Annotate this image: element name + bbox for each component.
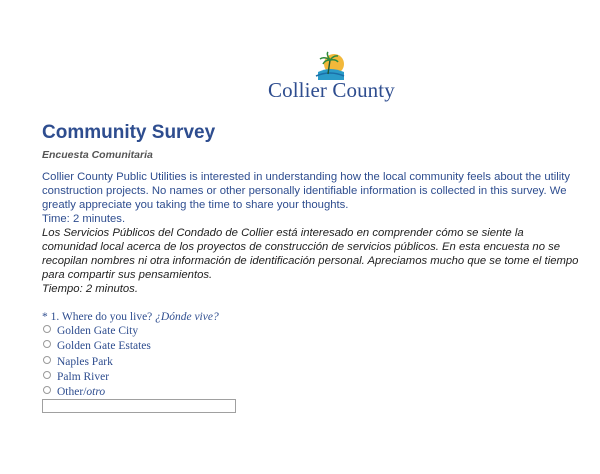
question-1-text: * 1. Where do you live? (42, 311, 153, 323)
logo-text: Collier County (268, 78, 395, 102)
option-label: Palm River (57, 370, 110, 383)
option-golden-gate-city[interactable] (42, 324, 242, 339)
page-subtitle: Encuesta Comunitaria (42, 149, 153, 161)
radio-button[interactable] (43, 325, 51, 333)
option-other-es: otro (86, 386, 106, 399)
option-naples-park[interactable] (42, 355, 242, 370)
question-1-spanish: ¿Dónde vive? (155, 311, 219, 323)
option-palm-river[interactable] (42, 370, 242, 385)
option-label: Golden Gate Estates (57, 340, 151, 353)
option-label: Naples Park (57, 355, 113, 368)
time-es-text: Tiempo: 2 minutos. (42, 283, 138, 295)
description-es-text: Los Servicios Públicos del Condado de Collier está interesado en comprender cómo se siente la comunidad local acerca de los proyectos de construcción de servicios públicos. En esta encuesta no se recopilan nombres ni otra información de identificación personal. Apreciamos mucho que se tome el tiempo para compartir sus pensamientos. (42, 227, 579, 281)
survey-description-english (42, 170, 582, 226)
radio-button[interactable] (43, 371, 51, 379)
radio-button[interactable] (43, 386, 51, 394)
option-label: Other/otro (57, 386, 106, 399)
radio-button[interactable] (43, 356, 51, 364)
option-golden-gate-estates[interactable] (42, 339, 242, 354)
collier-county-logo (268, 50, 395, 106)
survey-description-spanish (42, 226, 582, 296)
question-1-options (42, 324, 242, 400)
description-en-text: Collier County Public Utilities is interested in understanding how the local community feels about the utility construction projects. No names or other personally identifiable information is collected in this survey. We greatly appreciate you taking the time to share your thoughts. (42, 171, 571, 211)
radio-button[interactable] (43, 340, 51, 348)
other-text-input[interactable] (42, 399, 236, 413)
question-1-label (42, 311, 219, 323)
time-en-text: Time: 2 minutes. (42, 213, 126, 225)
option-other-en: Other (57, 386, 84, 399)
page-title: Community Survey (42, 122, 216, 143)
option-label: Golden Gate City (57, 325, 139, 337)
